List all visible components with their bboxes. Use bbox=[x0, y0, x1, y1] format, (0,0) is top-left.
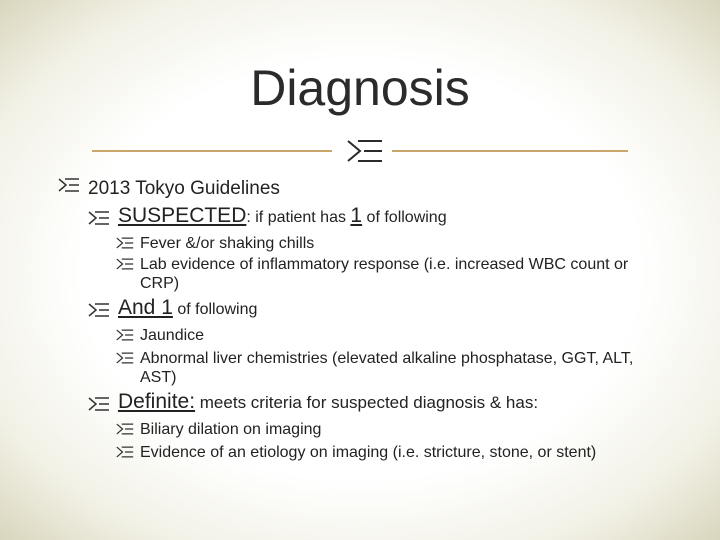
bullet-icon bbox=[116, 237, 134, 249]
and-1-label: And 1 bbox=[118, 296, 173, 319]
bullet-icon bbox=[88, 397, 110, 411]
definite-label: Definite: bbox=[118, 390, 196, 413]
bullet-icon bbox=[116, 258, 134, 270]
list-item bbox=[116, 443, 636, 462]
definite-text: meets criteria for suspected diagnosis & has: bbox=[195, 393, 539, 412]
bullet-icon bbox=[58, 178, 80, 192]
suspected-text-b: of following bbox=[362, 209, 447, 226]
list-item bbox=[116, 234, 636, 253]
bullet-icon bbox=[116, 352, 134, 364]
list-item-text: Biliary dilation on imaging bbox=[140, 421, 322, 438]
bullet-text: 2013 Tokyo Guidelines bbox=[88, 178, 280, 199]
slide-title: Diagnosis bbox=[250, 60, 470, 116]
bullet-icon bbox=[88, 303, 110, 317]
list-item bbox=[116, 255, 636, 293]
title-rule-right bbox=[392, 150, 628, 152]
list-item-text: Evidence of an etiology on imaging (i.e. stricture, stone, or stent) bbox=[140, 444, 597, 461]
bullet-definite bbox=[88, 392, 538, 413]
suspected-label: SUSPECTED bbox=[118, 204, 247, 227]
list-item bbox=[116, 420, 636, 439]
list-item-text: Abnormal liver chemistries (elevated alkaline phosphatase, GGT, ALT, AST) bbox=[140, 350, 634, 386]
bullet-icon bbox=[116, 329, 134, 341]
list-item-text: Fever &/or shaking chills bbox=[140, 235, 315, 252]
list-item bbox=[116, 349, 636, 387]
bullet-tokyo-guidelines bbox=[58, 178, 280, 200]
bullet-and-1 bbox=[88, 298, 257, 320]
bullet-icon bbox=[116, 423, 134, 435]
bullet-icon bbox=[88, 211, 110, 225]
list-item-text: Jaundice bbox=[140, 327, 205, 344]
bullet-icon bbox=[116, 446, 134, 458]
title-rule-left bbox=[92, 150, 332, 152]
bullet-suspected bbox=[88, 206, 447, 228]
checklist-bullet-icon bbox=[344, 137, 384, 165]
list-item bbox=[116, 326, 636, 345]
and-1-text: of following bbox=[172, 301, 258, 318]
suspected-count: 1 bbox=[350, 204, 363, 227]
list-item-text: Lab evidence of inflammatory response (i.e. increased WBC count or CRP) bbox=[140, 256, 629, 292]
suspected-text-a: : if patient has bbox=[246, 209, 351, 226]
